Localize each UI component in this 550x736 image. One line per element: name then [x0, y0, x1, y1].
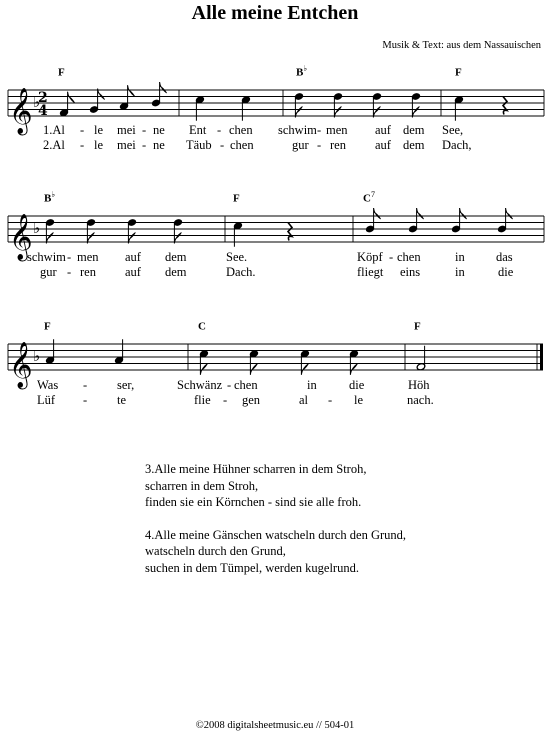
flat-key-signature-icon: ♭ [33, 347, 41, 365]
chord-label: F [44, 320, 51, 333]
chord-label: F [58, 66, 65, 79]
quarter-rest-icon [288, 223, 292, 241]
lyric-syllable: schwim [27, 250, 66, 264]
lyric-hyphen: - [389, 250, 394, 264]
lyric-syllable: ren [80, 265, 96, 279]
note-flag [374, 208, 381, 219]
lyric-syllable: eins [400, 265, 421, 279]
note-flag [200, 364, 207, 375]
song-title: Alle meine Entchen [191, 2, 359, 24]
lyric-syllable: men [77, 250, 99, 264]
lyric-syllable: auf [375, 123, 391, 137]
note-flag [417, 208, 424, 219]
lyric-syllable: gen [242, 393, 261, 407]
lyric-syllable: Schwänz [177, 378, 223, 392]
lyric-hyphen: - [142, 138, 147, 152]
lyric-syllable: dem [165, 250, 187, 264]
verse-line: suchen in dem Tümpel, werden kugelrund. [145, 560, 359, 575]
chord-label: F [455, 66, 462, 79]
lyric-syllable: le [354, 393, 364, 407]
lyric-syllable: mei [117, 138, 136, 152]
lyric-syllable: ren [330, 138, 346, 152]
verse-line: 3.Alle meine Hühner scharren in dem Stroh, [145, 462, 367, 476]
note-flag [128, 85, 135, 96]
lyric-syllable: in [455, 250, 465, 264]
lyric-syllable: ne [153, 138, 165, 152]
lyric-syllable: le [94, 138, 104, 152]
lyric-syllable: men [326, 123, 348, 137]
composer-credit: Musik & Text: aus dem Nassauischen [382, 40, 541, 51]
lyric-syllable: ne [153, 123, 165, 137]
flat-key-signature-icon: ♭ [33, 93, 41, 111]
note-flag [250, 364, 257, 375]
note-flag [160, 82, 167, 93]
lyric-syllable: 1.Al [43, 123, 65, 137]
additional-verses [145, 461, 406, 592]
lyric-syllable: chen [397, 250, 421, 264]
lyric-hyphen: - [220, 138, 225, 152]
lyric-syllable: dem [403, 138, 425, 152]
lyric-hyphen: - [317, 138, 322, 152]
lyric-syllable: das [496, 250, 513, 264]
lyric-syllable: auf [125, 250, 141, 264]
verse-line: scharren in dem Stroh, [145, 478, 259, 493]
lyric-syllable: mei [117, 123, 136, 137]
staff-system-1 [0, 60, 550, 160]
lyric-syllable: See, [442, 123, 464, 137]
lyric-syllable: in [455, 265, 465, 279]
note-flag [350, 364, 357, 375]
copyright-footer: ©2008 digitalsheetmusic.eu // 504-01 [195, 720, 355, 731]
verse-line: 4.Alle meine Gänschen watscheln durch den Grund, [145, 527, 407, 542]
lyric-hyphen: - [67, 265, 72, 279]
lyric-syllable: Dach. [226, 265, 256, 279]
lyric-syllable: ser, [117, 378, 135, 392]
note-flag [68, 92, 75, 103]
lyric-hyphen: - [223, 393, 228, 407]
chord-label: B♭ [296, 64, 308, 79]
treble-clef-icon: 𝄞 [9, 88, 33, 134]
lyric-syllable: gur [40, 265, 57, 279]
flat-key-signature-icon: ♭ [33, 219, 41, 237]
lyric-hyphen: - [83, 378, 88, 392]
lyric-syllable: al [299, 393, 309, 407]
lyric-syllable: chen [234, 378, 258, 392]
lyric-hyphen: - [83, 393, 88, 407]
time-signature-numerator: 2 [38, 90, 48, 106]
lyric-hyphen: - [80, 123, 85, 137]
treble-clef-icon: 𝄞 [9, 342, 33, 388]
lyric-syllable: Dach, [442, 138, 472, 152]
lyric-syllable: auf [375, 138, 391, 152]
lyric-syllable: chen [229, 123, 253, 137]
verse-line: finden sie ein Körnchen - sind sie alle froh. [145, 495, 362, 509]
final-barline-thick [540, 344, 543, 370]
lyric-syllable: die [349, 378, 365, 392]
lyric-hyphen: - [217, 123, 222, 137]
lyric-hyphen: - [317, 123, 322, 137]
lyric-syllable: flie [194, 393, 211, 407]
verse-line: watscheln durch den Grund, [145, 544, 286, 558]
note-flag [460, 208, 467, 219]
lyric-hyphen: - [80, 138, 85, 152]
treble-clef-icon: 𝄞 [9, 214, 33, 260]
chord-label: F [414, 320, 421, 333]
lyric-syllable: nach. [407, 393, 434, 407]
note-flag [301, 364, 308, 375]
lyric-syllable: le [94, 123, 104, 137]
lyric-hyphen: - [67, 250, 72, 264]
lyric-syllable: die [498, 265, 514, 279]
staff-system-3 [0, 314, 550, 414]
chord-label: F [233, 192, 240, 205]
chord-label: C [198, 320, 206, 333]
verse-3 [145, 461, 406, 511]
lyric-syllable: fliegt [357, 265, 384, 279]
lyric-syllable: Täub [186, 138, 212, 152]
lyric-syllable: in [307, 378, 317, 392]
note-flag [506, 208, 513, 219]
chord-label: $C^7$ [363, 190, 375, 205]
lyric-syllable: Köpf [357, 250, 383, 264]
lyric-syllable: schwim [278, 123, 317, 137]
lyric-hyphen: - [328, 393, 333, 407]
verse-4 [145, 527, 406, 577]
lyric-syllable: See. [226, 250, 248, 264]
lyric-syllable: Lüf [37, 393, 56, 407]
time-signature-denominator: 4 [38, 103, 48, 119]
lyric-syllable: gur [292, 138, 309, 152]
lyric-syllable: auf [125, 265, 141, 279]
lyric-hyphen: - [227, 378, 232, 392]
lyric-syllable: Höh [408, 378, 430, 392]
lyric-syllable: dem [165, 265, 187, 279]
lyric-syllable: chen [230, 138, 254, 152]
chord-label: B♭ [44, 190, 56, 205]
lyric-syllable: 2.Al [43, 138, 65, 152]
lyric-syllable: Was [37, 378, 59, 392]
lyric-hyphen: - [142, 123, 147, 137]
lyric-syllable: dem [403, 123, 425, 137]
lyric-syllable: Ent [189, 123, 207, 137]
staff-system-2 [0, 186, 550, 286]
quarter-rest-icon [503, 97, 507, 115]
lyric-syllable: te [117, 393, 127, 407]
